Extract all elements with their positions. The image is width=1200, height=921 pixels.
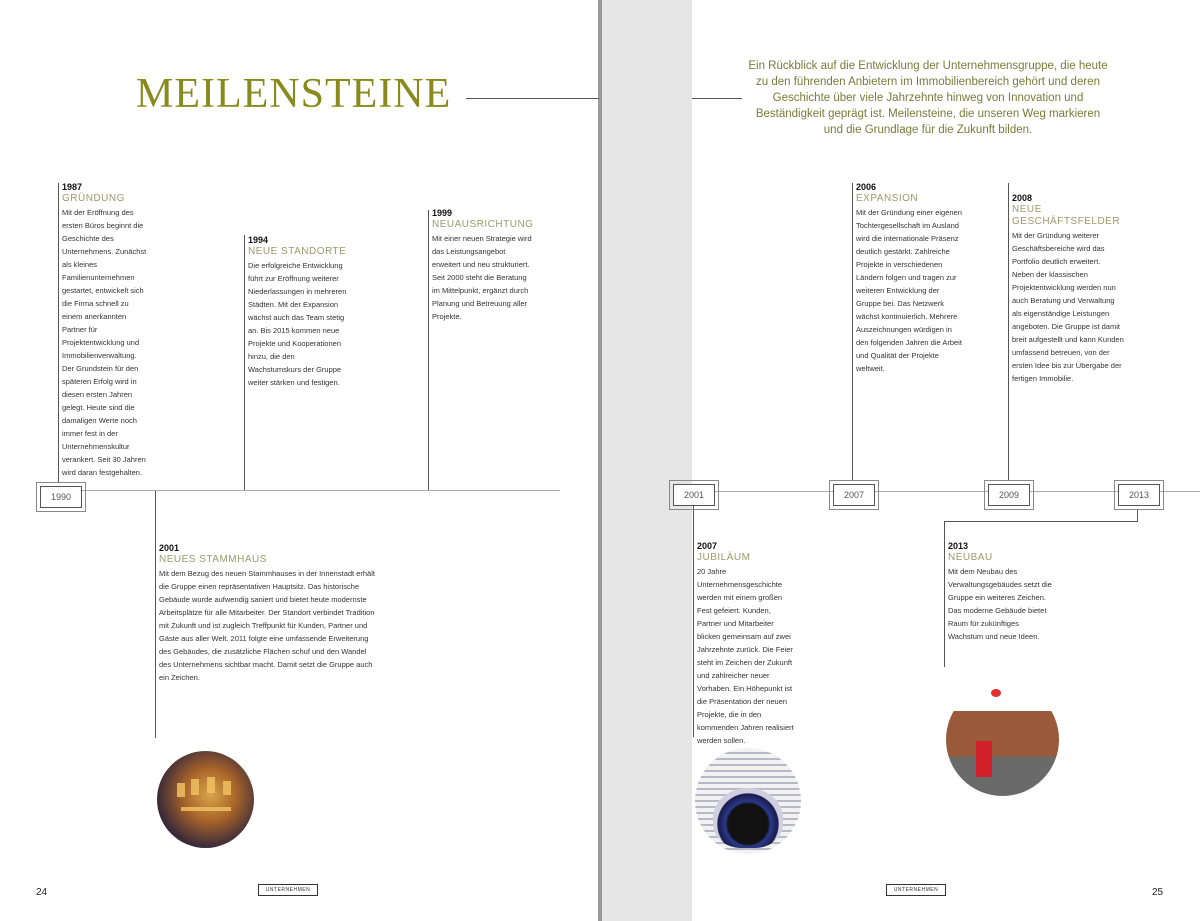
milestone-year: 1999: [432, 208, 453, 218]
milestone-text: Mit dem Neubau des Verwaltungsgebäudes setzt die Gruppe ein weiteres Zeichen. Das moderne Gebäude bietet Raum für zukünftiges Wachstum und neue Ideen.: [948, 567, 1052, 641]
dome-photo-2007: [695, 748, 801, 854]
year-marker-1990: 1990: [40, 486, 82, 508]
building-photo-2001: [157, 751, 254, 848]
milestone-year: 1994: [248, 235, 269, 245]
milestone-heading: GRÜNDUNG: [62, 193, 125, 204]
title-rule-right: [692, 98, 742, 99]
milestone-heading: NEUBAU: [948, 552, 993, 563]
milestone-heading: NEUAUSRICHTUNG: [432, 219, 534, 230]
year-marker-2009: 2009: [988, 484, 1030, 506]
milestone-text: Mit der Eröffnung des ersten Büros beginnt die Geschichte des Unternehmens. Zunächst als kleines Familienunternehmen gestartet, entwickelt sich die Firma schnell zu einem anerkannten Partner für Projektentwicklung und Immobilienverwaltung. Der Grundstein für den späteren Erfolg wird in diesen ersten Jahren gelegt. Heute sind die damaligen Werte noch immer fest in der Unternehmenskultur verankert. Seit 30 Jahren wird daran festgehalten.: [62, 208, 147, 477]
timeline-branch-2013: [944, 521, 1138, 522]
page-fold: [598, 0, 602, 921]
year-marker-2001: 2001: [673, 484, 715, 506]
timeline-stem-1994: [244, 235, 245, 490]
page-title: MEILENSTEINE: [136, 71, 452, 117]
milestone-2013: [948, 541, 1056, 643]
milestone-text: Mit der Gründung einer eigenen Tochtergesellschaft im Ausland wird die internationale Präsenz deutlich gestärkt. Zahlreiche Projekte in verschiedenen Ländern folgen und tragen zur weiteren Entwicklung der Gruppe bei. Das Netzwerk wächst kontinuierlich. Mehrere Auszeichnungen würdigen in den folgenden Jahren die Arbeit und Qualität der Projekte weltweit.: [856, 208, 962, 373]
footer-logo-left: UNTERNEHMEN: [258, 884, 318, 896]
milestone-text: 20 Jahre Unternehmensgeschichte werden mit einem großen Fest gefeiert. Kunden, Partner und Mitarbeiter blicken gemeinsam auf zwei Jahrzehnte zurück. Die Feier steht im Zeichen der Zukunft und zahlreicher neuer Vorhaben. Ein Höhepunkt ist die Präsentation der neuen Projekte, die in den kommenden Jahren realisiert werden sollen.: [697, 567, 794, 745]
gray-band: [600, 0, 692, 921]
milestone-year: 2008: [1012, 193, 1033, 203]
milestone-heading: EXPANSION: [856, 193, 919, 204]
milestone-text: Mit dem Bezug des neuen Stammhauses in der Innenstadt erhält die Gruppe einen repräsentativen Hauptsitz. Das historische Gebäude wurde aufwendig saniert und bietet heute modernste Arbeitsplätze für alle Mitarbeiter. Der Standort verbindet Tradition mit Zukunft und ist zugleich Treffpunkt für Kunden, Partner und Gäste aus aller Welt. 2011 folgte eine umfassende Erweiterung des Gebäudes, die zusätzliche Flächen schuf und den Wandel des Unternehmens sichtbar macht. Damit setzt die Gruppe auch ein Zeichen.: [159, 569, 375, 682]
milestone-1994: [248, 235, 348, 389]
timeline-stem-1987: [58, 183, 59, 483]
milestone-text: Mit der Gründung weiterer Geschäftsbereiche wird das Portfolio deutlich erweitert. Neben der klassischen Projektentwicklung werden nun auch Beratung und Verwaltung als eigenständige Leistungen angeboten. Die Gruppe ist damit breit aufgestellt und kann Kunden umfassend betreuen, von der ersten Idee bis zur Übergabe der fertigen Immobilie.: [1012, 231, 1124, 383]
title-rule: [466, 98, 599, 99]
milestone-2001: [159, 543, 379, 684]
building-photo-2013: [946, 683, 1059, 796]
timeline-stem-2001: [155, 490, 156, 738]
milestone-heading: NEUE GESCHÄFTSFELDER: [1012, 204, 1121, 227]
year-marker-2007: 2007: [833, 484, 875, 506]
milestone-year: 2001: [159, 543, 180, 553]
milestone-2006: [856, 182, 966, 375]
milestone-text: Die erfolgreiche Entwicklung führt zur Eröffnung weiterer Niederlassungen in mehreren Städten. Mit der Expansion wächst auch das Team stetig an. Bis 2015 kommen neue Projekte und Kooperationen hinzu, die den Wachstumskurs der Gruppe weiter stärken und festigen.: [248, 261, 347, 387]
timeline-stem-2008: [1008, 183, 1009, 481]
milestone-year: 1987: [62, 182, 83, 192]
year-marker-2013: 2013: [1118, 484, 1160, 506]
milestone-year: 2006: [856, 182, 877, 192]
page-number-left: 24: [36, 887, 48, 898]
milestone-heading: NEUE STANDORTE: [248, 246, 347, 257]
milestone-heading: NEUES STAMMHAUS: [159, 554, 267, 565]
milestone-year: 2007: [697, 541, 718, 551]
page-number-right: 25: [1152, 887, 1164, 898]
milestone-1999: [432, 208, 532, 323]
timeline-stem-2006: [852, 183, 853, 481]
footer-logo-right: UNTERNEHMEN: [886, 884, 946, 896]
timeline-stem-2013: [944, 522, 945, 667]
milestone-text: Mit einer neuen Strategie wird das Leistungsangebot erweitert und neu strukturiert. Seit 2000 steht die Beratung im Mittelpunkt, ergänzt durch Planung und Betreuung aller Projekte.: [432, 234, 532, 321]
milestone-2007: [697, 541, 795, 747]
timeline-stem-1999: [428, 210, 429, 490]
milestone-heading: JUBILÄUM: [697, 552, 751, 563]
intro-paragraph: Ein Rückblick auf die Entwicklung der Unternehmensgruppe, die heute zu den führenden Anbietern im Immobilienbereich gehört und deren Geschichte über viele Jahrzehnte hinweg von Innovation und Beständigkeit geprägt ist. Meilensteine, die unseren Weg markieren und die Grundlage für die Zukunft bilden.: [748, 60, 1108, 136]
milestone-year: 2013: [948, 541, 969, 551]
milestone-1987: [62, 182, 148, 479]
milestone-2008: [1012, 193, 1124, 385]
timeline-stem-2007: [693, 505, 694, 737]
timeline-axis-left: [40, 490, 560, 491]
